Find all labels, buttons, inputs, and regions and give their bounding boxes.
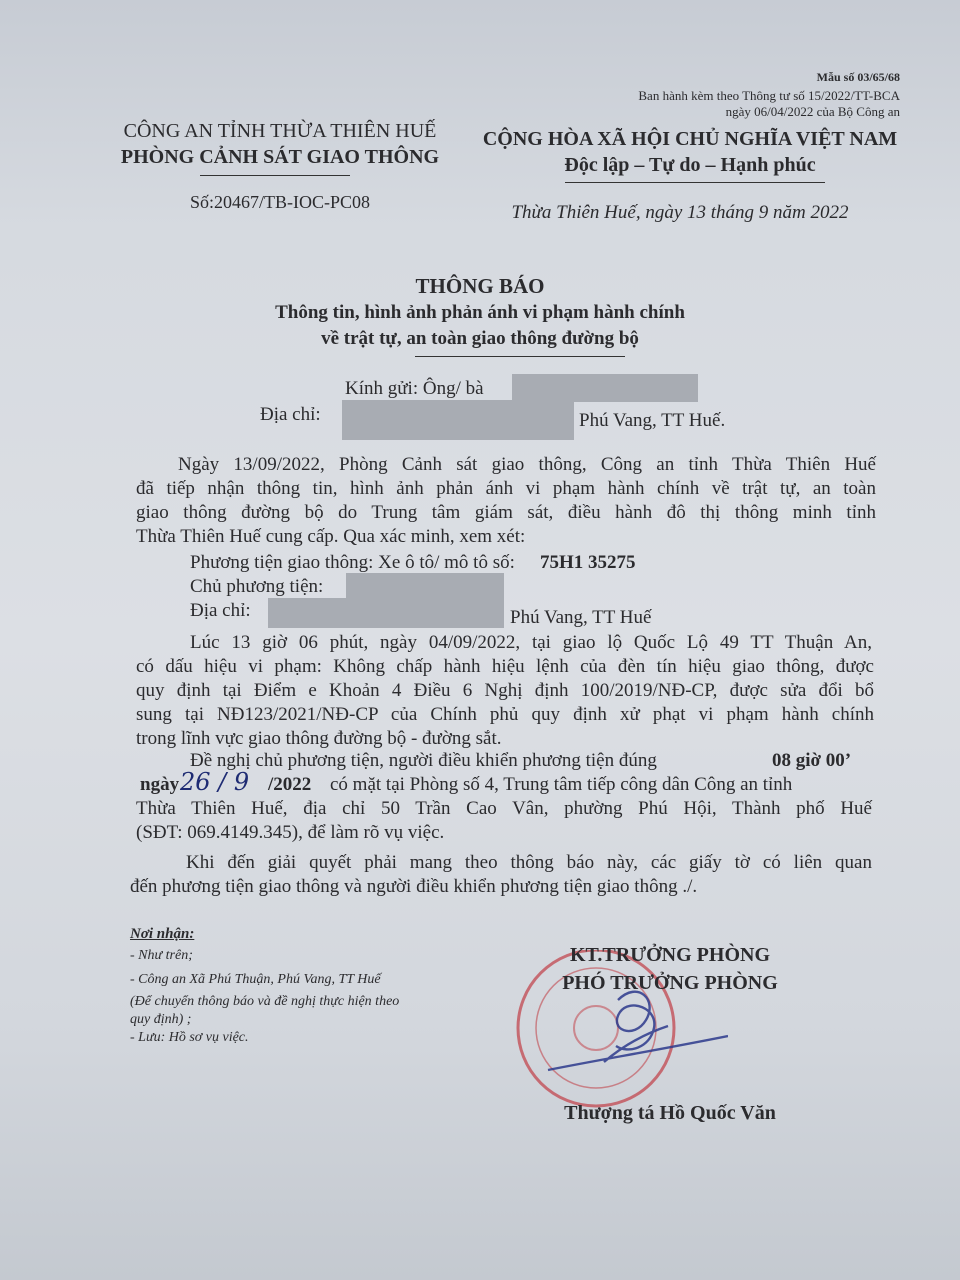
p4-line-2: đến phương tiện giao thông và người điều khiển phương tiện giao thông ./. bbox=[130, 876, 698, 897]
p2-line-2: có dấu hiệu vi phạm: Không chấp hành hiệu lệnh của đèn tín hiệu giao thông, được bbox=[136, 656, 874, 677]
motto-underline bbox=[565, 182, 825, 183]
national-title: CỘNG HÒA XÃ HỘI CHỦ NGHĨA VIỆT NAM bbox=[482, 128, 898, 150]
signature-title-1: KT.TRƯỞNG PHÒNG bbox=[570, 944, 770, 966]
seal-center bbox=[574, 1006, 618, 1050]
appointment-day-label: ngày bbox=[140, 774, 180, 795]
issued-line-1: Ban hành kèm theo Thông tư số 15/2022/TT-BCA bbox=[638, 88, 900, 103]
recipient-item: quy định) ; bbox=[130, 1012, 192, 1027]
signer-name: Thượng tá Hồ Quốc Văn bbox=[564, 1102, 776, 1124]
redacted-name bbox=[512, 374, 698, 402]
owner-address-suffix: Phú Vang, TT Huế bbox=[510, 607, 652, 628]
p2-line-4: sung tại NĐ123/2021/NĐ-CP của Chính phủ quy định xử phạt vi phạm hành chính bbox=[136, 704, 874, 725]
owner-label: Chủ phương tiện: bbox=[190, 576, 324, 597]
p3-line-2: có mặt tại Phòng số 4, Trung tâm tiếp công dân Công an tỉnh bbox=[330, 774, 793, 795]
p2-line-5: trong lĩnh vực giao thông đường bộ - đường sắt. bbox=[136, 728, 502, 749]
handwritten-date: 26 / 9 bbox=[180, 768, 250, 796]
appointment-time: 08 giờ 00’ bbox=[772, 750, 852, 771]
redacted-owner bbox=[346, 573, 504, 599]
form-number: Mẫu số 03/65/68 bbox=[816, 70, 900, 84]
signature-title-2: PHÓ TRƯỞNG PHÒNG bbox=[562, 972, 778, 994]
recipient-item: (Để chuyển thông báo và đề nghị thực hiện theo bbox=[130, 994, 400, 1009]
p3-line-3: Thừa Thiên Huế, địa chỉ 50 Trần Cao Vân, phường Phú Hội, Thành phố Huế bbox=[136, 798, 872, 819]
document-subtitle-2: về trật tự, an toàn giao thông đường bộ bbox=[321, 328, 639, 349]
document-number: Số:20467/TB-IOC-PC08 bbox=[189, 192, 371, 212]
recipient-item: - Như trên; bbox=[130, 948, 193, 963]
p1-line-4: Thừa Thiên Huế cung cấp. Qua xác minh, xem xét: bbox=[136, 526, 526, 547]
owner-address-label: Địa chỉ: bbox=[190, 600, 251, 621]
national-motto: Độc lập – Tự do – Hạnh phúc bbox=[564, 154, 816, 176]
recipient-item: - Lưu: Hồ sơ vụ việc. bbox=[130, 1030, 249, 1045]
issued-line-2: ngày 06/04/2022 của Bộ Công an bbox=[725, 104, 900, 119]
agency-department: PHÒNG CẢNH SÁT GIAO THÔNG bbox=[120, 146, 440, 168]
vehicle-label: Phương tiện giao thông: Xe ô tô/ mô tô số: bbox=[190, 552, 515, 573]
recipient-item: - Công an Xã Phú Thuận, Phú Vang, TT Huế bbox=[130, 972, 381, 987]
greeting-label: Kính gửi: Ông/ bà bbox=[345, 378, 484, 399]
p1-line-1: Ngày 13/09/2022, Phòng Cảnh sát giao thông, Công an tỉnh Thừa Thiên Huế bbox=[178, 454, 876, 475]
document-subtitle-1: Thông tin, hình ảnh phản ánh vi phạm hành chính bbox=[275, 302, 685, 323]
title-underline bbox=[415, 356, 625, 357]
p4-line-1: Khi đến giải quyết phải mang theo thông báo này, các giấy tờ có liên quan bbox=[186, 852, 872, 873]
p2-line-1: Lúc 13 giờ 06 phút, ngày 04/09/2022, tại giao lộ Quốc Lộ 49 TT Thuận An, bbox=[190, 632, 872, 653]
p2-line-3: quy định tại Điểm e Khoản 4 Điều 6 Nghị định 100/2019/NĐ-CP, được sửa đổi bổ bbox=[136, 680, 874, 701]
address-suffix: Phú Vang, TT Huế. bbox=[579, 410, 726, 431]
p3-line-4: (SĐT: 069.4149.345), để làm rõ vụ việc. bbox=[136, 822, 445, 843]
redacted-address bbox=[342, 400, 574, 440]
address-label: Địa chỉ: bbox=[260, 404, 321, 425]
document-title: THÔNG BÁO bbox=[415, 274, 545, 298]
agency-underline bbox=[200, 175, 350, 176]
place-and-date: Thừa Thiên Huế, ngày 13 tháng 9 năm 2022 bbox=[511, 202, 849, 223]
appointment-year: /2022 bbox=[268, 774, 312, 795]
p1-line-2: đã tiếp nhận thông tin, hình ảnh phản ánh vi phạm hành chính về trật tự, an toàn bbox=[136, 478, 876, 499]
agency-name: CÔNG AN TỈNH THỪA THIÊN HUẾ bbox=[123, 120, 437, 142]
vehicle-plate: 75H1 35275 bbox=[540, 552, 636, 573]
p1-line-3: giao thông đường bộ do Trung tâm giám sát, điều hành đô thị thông minh tỉnh bbox=[136, 502, 876, 523]
recipients-title: Nơi nhận: bbox=[130, 926, 195, 942]
redacted-owner-address bbox=[268, 598, 504, 628]
p3-line-1: Đề nghị chủ phương tiện, người điều khiển phương tiện đúng bbox=[190, 750, 657, 771]
